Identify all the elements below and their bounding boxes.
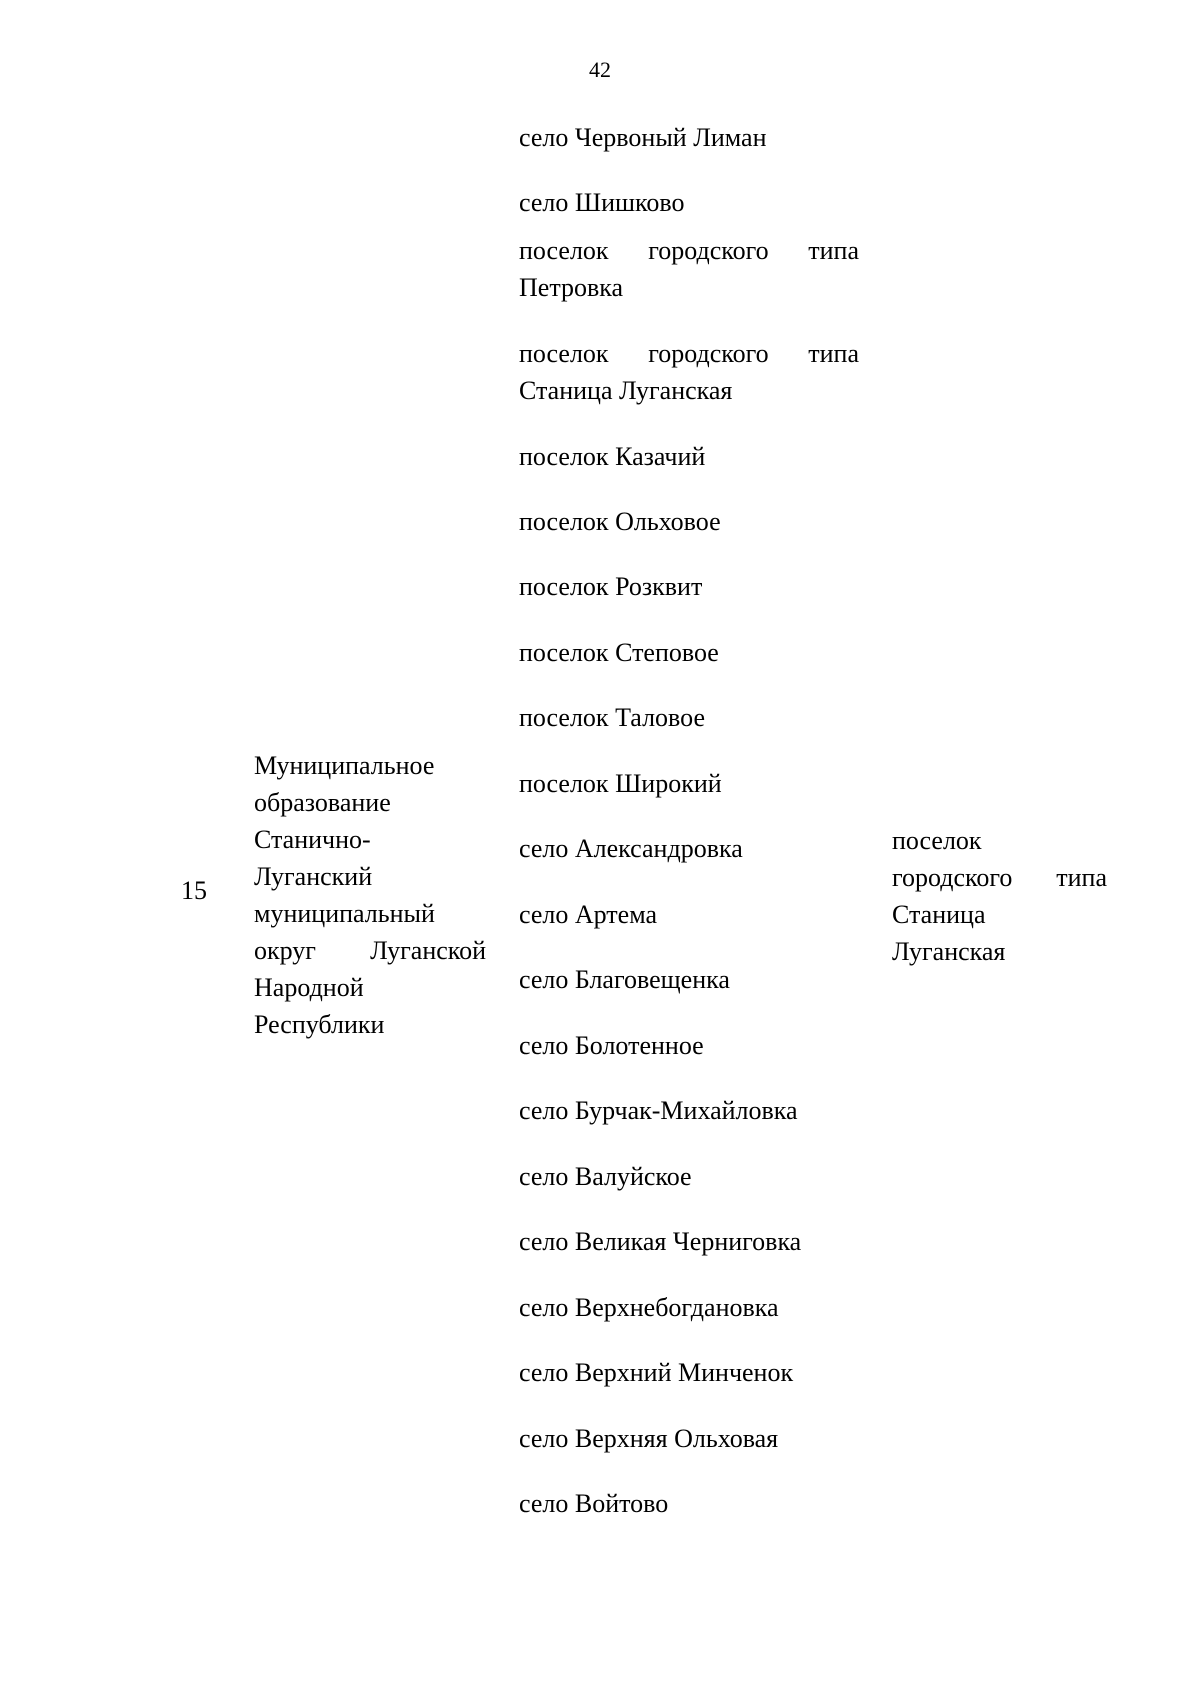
settlement-name: село Великая Черниговка [519,1227,802,1256]
administrative-center-line: поселок [892,826,982,855]
settlement-item [519,961,859,998]
settlement-item [519,1092,859,1129]
settlement-name: поселок Ольховое [519,507,721,536]
settlement-name: село Шишково [519,188,685,217]
settlement-item [519,503,859,540]
settlement-item [519,634,859,671]
settlement-name: поселок городского типа [519,236,859,265]
administrative-center [892,822,1107,970]
settlement-item [519,568,859,605]
settlement-item [519,699,859,736]
settlement-name: село Верхний Минченок [519,1358,794,1387]
administrative-center-line: Луганская [892,937,1006,966]
settlement-name: село Александровка [519,834,743,863]
settlement-name: поселок Степовое [519,638,719,667]
settlement-name: поселок Розквит [519,572,703,601]
settlement-item [519,119,859,156]
settlement-item [519,1223,859,1260]
settlement-name: поселок Широкий [519,769,722,798]
settlement-name: село Болотенное [519,1031,704,1060]
municipality-name-line: муниципальный [254,899,435,928]
settlement-item [519,1158,859,1195]
settlement-name: Станица Луганская [519,376,733,405]
settlement-name: село Червоный Лиман [519,123,767,152]
settlement-name: село Бурчак-Михайловка [519,1096,798,1125]
administrative-center-line: городского типа [892,863,1107,892]
settlement-name: село Войтово [519,1489,669,1518]
settlement-name: поселок Таловое [519,703,705,732]
settlement-name: поселок городского типа [519,339,859,368]
settlement-item [519,438,859,475]
settlement-name: село Артема [519,900,658,929]
municipality-name-line: Республики [254,1010,385,1039]
municipality-name-line: Муниципальное [254,751,435,780]
municipality-name-line: округ Луганской [254,936,486,965]
settlement-name: село Верхнебогдановка [519,1293,779,1322]
settlement-name: село Верхняя Ольховая [519,1424,779,1453]
municipality-name-line: Луганский [254,862,373,891]
municipality-name [254,747,486,1043]
settlement-item [519,1420,859,1457]
settlement-item [519,232,859,306]
settlement-name: поселок Казачий [519,442,706,471]
settlement-name: село Благовещенка [519,965,730,994]
page-number: 42 [589,57,611,82]
settlement-name: Петровка [519,273,624,302]
settlement-item [519,1027,859,1064]
municipality-name-line: Станично- [254,825,371,854]
settlement-item [519,830,859,867]
settlement-item [519,1289,859,1326]
settlement-item [519,1485,859,1522]
municipality-name-line: образование [254,788,391,817]
settlement-name: село Валуйское [519,1162,692,1191]
settlement-item [519,184,859,221]
settlement-item [519,335,859,409]
settlement-item [519,896,859,933]
administrative-center-line: Станица [892,900,986,929]
row-number: 15 [181,876,207,905]
settlement-item [519,765,859,802]
municipality-name-line: Народной [254,973,364,1002]
settlement-item [519,1354,859,1391]
